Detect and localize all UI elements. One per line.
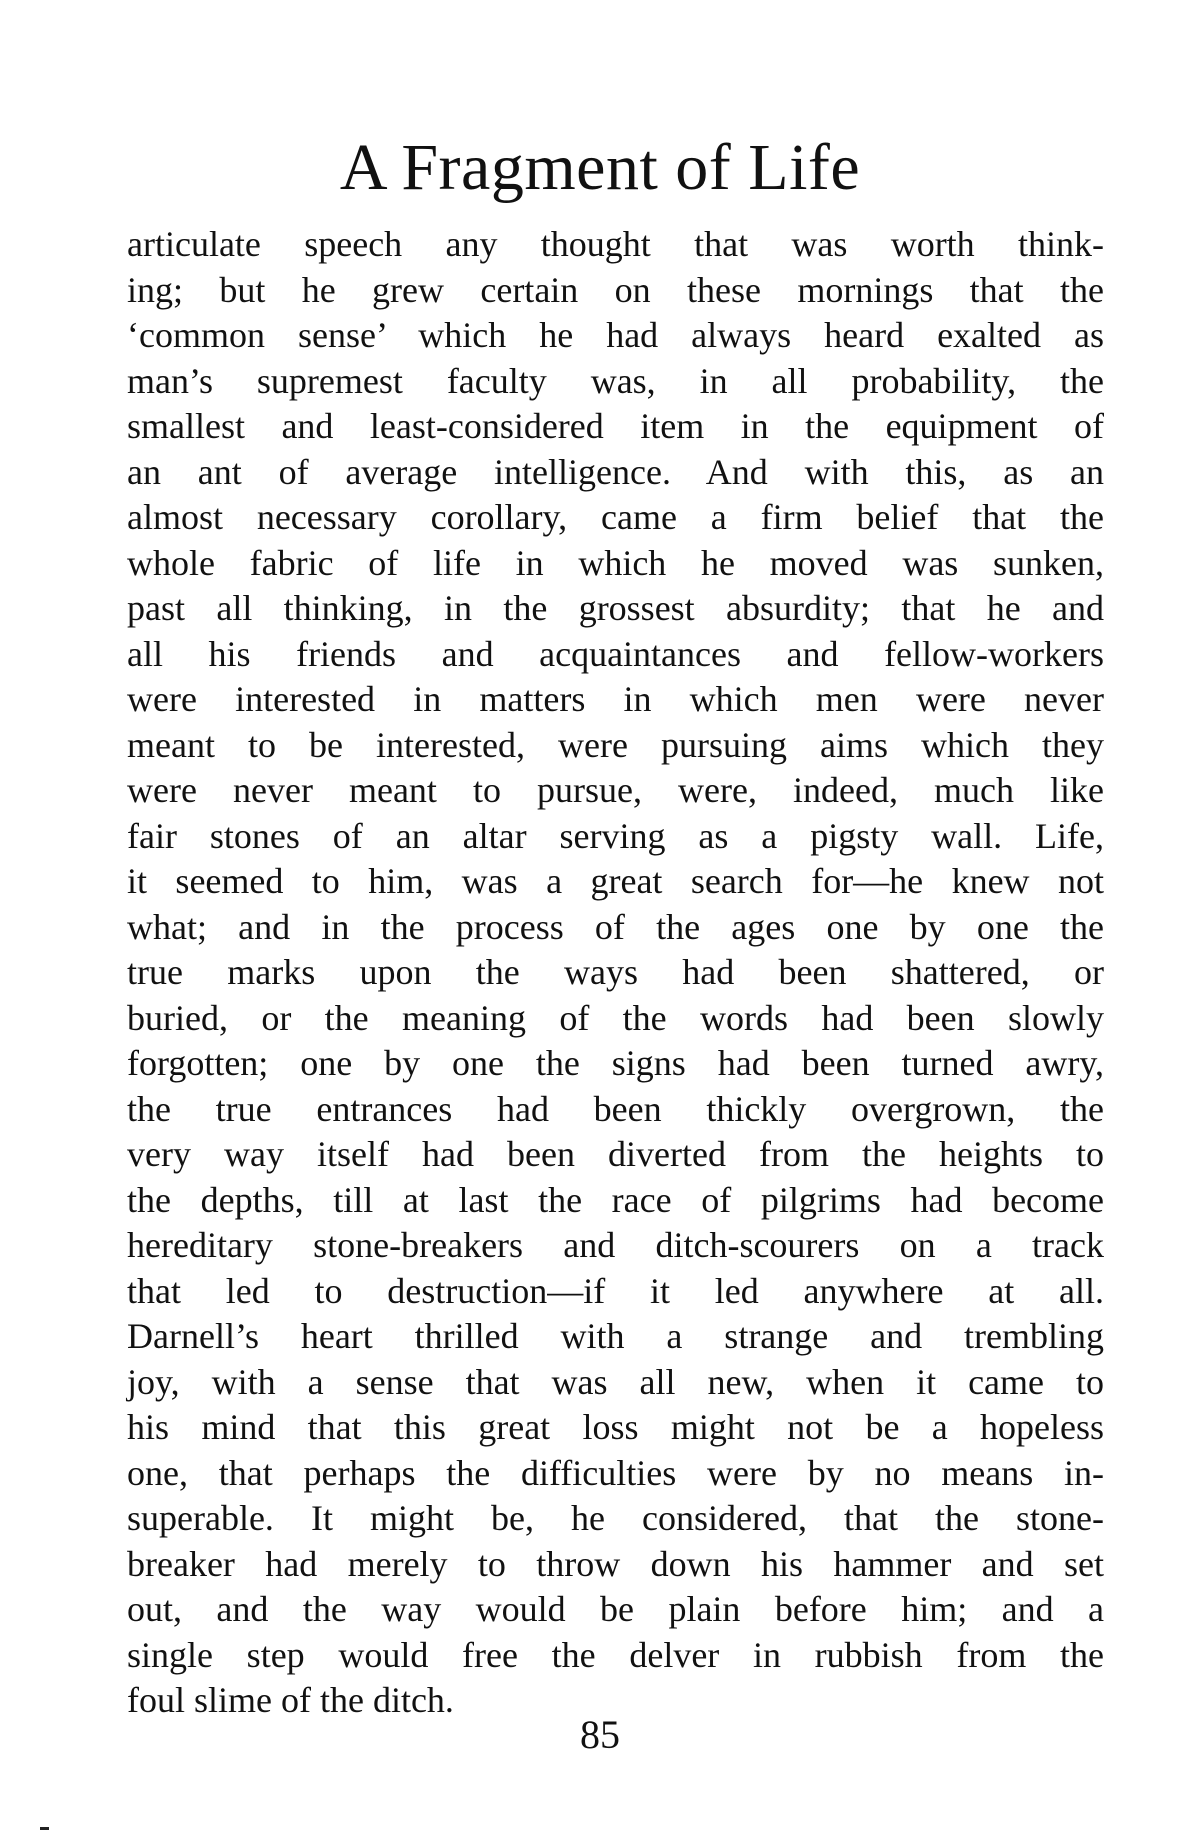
- text-line: Darnell’s heart thrilled with a strange and trembling: [127, 1316, 1104, 1356]
- running-head-title: A Fragment of Life: [339, 131, 861, 204]
- text-line: breaker had merely to throw down his hammer and set: [127, 1543, 1104, 1584]
- text-line: his mind that this great loss might not be a hopeless: [127, 1407, 1104, 1447]
- text-line: it seemed to him, was a great search for—he knew not: [127, 861, 1104, 901]
- text-line: very way itself had been diverted from the heights to: [127, 1134, 1104, 1174]
- text-line: were never meant to pursue, were, indeed, much like: [127, 770, 1104, 810]
- text-line: ‘common sense’ which he had always heard exalted as: [127, 315, 1104, 355]
- scan-edge-mark: [40, 1827, 49, 1830]
- text-line: meant to be interested, were pursuing aims which they: [127, 724, 1104, 765]
- text-line: articulate speech any thought that was worth think-: [127, 224, 1104, 264]
- text-line: were interested in matters in which men were never: [127, 679, 1104, 719]
- text-line: forgotten; one by one the signs had been turned awry,: [127, 1043, 1104, 1083]
- text-line: smallest and least-considered item in the equipment of: [127, 406, 1104, 446]
- text-line: ing; but he grew certain on these mornings that the: [127, 269, 1104, 310]
- text-line: past all thinking, in the grossest absurdity; that he and: [127, 588, 1104, 628]
- text-line: fair stones of an altar serving as a pigsty wall. Life,: [127, 815, 1104, 856]
- text-line: one, that perhaps the difficulties were by no means in-: [127, 1452, 1104, 1493]
- text-line: out, and the way would be plain before him; and a: [127, 1589, 1104, 1629]
- text-line: superable. It might be, he considered, that the stone-: [127, 1498, 1104, 1538]
- text-line: true marks upon the ways had been shattered, or: [127, 952, 1104, 992]
- text-line: almost necessary corollary, came a firm belief that the: [127, 497, 1104, 537]
- text-line: the depths, till at last the race of pilgrims had become: [127, 1179, 1104, 1220]
- text-line: whole fabric of life in which he moved was sunken,: [127, 542, 1104, 583]
- text-line: the true entrances had been thickly overgrown, the: [127, 1088, 1104, 1129]
- text-line: man’s supremest faculty was, in all probability, the: [127, 360, 1104, 401]
- text-line: all his friends and acquaintances and fellow-workers: [127, 633, 1104, 674]
- text-line: single step would free the delver in rubbish from the: [127, 1634, 1104, 1675]
- body-text: [127, 222, 1104, 1724]
- text-line: joy, with a sense that was all new, when it came to: [127, 1361, 1104, 1402]
- text-line: an ant of average intelligence. And with this, as an: [127, 451, 1104, 492]
- text-line: that led to destruction—if it led anywhere at all.: [127, 1270, 1104, 1311]
- page-number: 85: [580, 1712, 620, 1757]
- text-line: hereditary stone-breakers and ditch-scourers on a track: [127, 1225, 1104, 1265]
- text-line: what; and in the process of the ages one by one the: [127, 906, 1104, 947]
- text-line: buried, or the meaning of the words had been slowly: [127, 997, 1104, 1038]
- text-line-final: foul slime of the ditch.: [127, 1680, 454, 1720]
